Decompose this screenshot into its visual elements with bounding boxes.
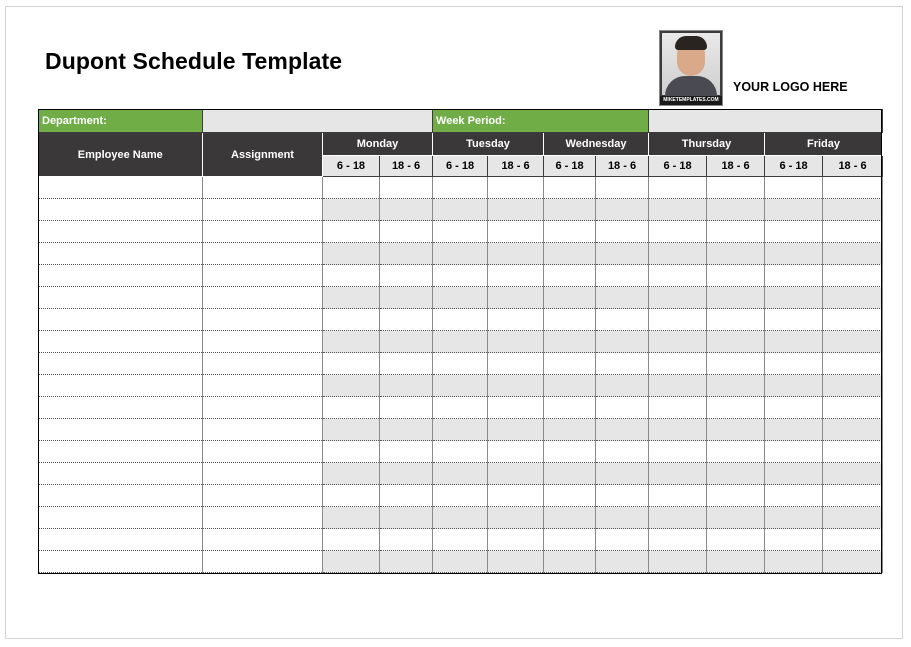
shift-cell[interactable] <box>544 441 596 463</box>
shift-cell[interactable] <box>544 375 596 397</box>
employee-name-cell[interactable] <box>39 551 203 573</box>
shift-cell[interactable] <box>433 463 488 485</box>
shift-cell[interactable] <box>823 507 883 529</box>
shift-cell[interactable] <box>433 265 488 287</box>
shift-cell[interactable] <box>765 419 823 441</box>
shift-cell[interactable] <box>765 243 823 265</box>
day-header-thursday: Thursday <box>649 133 765 156</box>
shift-cell[interactable] <box>323 507 380 529</box>
shift-cell[interactable] <box>707 265 765 287</box>
shift-cell[interactable] <box>433 287 488 309</box>
table-row <box>39 331 883 353</box>
shift-cell[interactable] <box>765 397 823 419</box>
shift-cell[interactable] <box>433 529 488 551</box>
table-row <box>39 353 883 375</box>
shift-cell[interactable] <box>649 463 707 485</box>
shift-cell[interactable] <box>649 551 707 573</box>
table-row <box>39 441 883 463</box>
shift-cell[interactable] <box>380 221 433 243</box>
assignment-cell[interactable] <box>203 243 323 265</box>
assignment-cell[interactable] <box>203 441 323 463</box>
employee-name-cell[interactable] <box>39 529 203 551</box>
shift-cell[interactable] <box>823 199 883 221</box>
shift-cell[interactable] <box>765 529 823 551</box>
shift-cell[interactable] <box>765 221 823 243</box>
shift-cell[interactable] <box>488 199 544 221</box>
table-row <box>39 551 883 573</box>
shift-cell[interactable] <box>433 221 488 243</box>
shift-cell[interactable] <box>596 463 649 485</box>
shift-cell[interactable] <box>433 551 488 573</box>
shift-cell[interactable] <box>596 309 649 331</box>
schedule-grid <box>38 109 883 573</box>
employee-name-cell[interactable] <box>39 441 203 463</box>
shift-cell[interactable] <box>380 353 433 375</box>
shift-cell[interactable] <box>649 331 707 353</box>
shift-cell[interactable] <box>765 485 823 507</box>
table-row <box>39 221 883 243</box>
shift-cell[interactable] <box>707 375 765 397</box>
shift-cell[interactable] <box>765 177 823 199</box>
table-row <box>39 375 883 397</box>
shift-cell[interactable] <box>433 507 488 529</box>
shift-cell[interactable] <box>707 551 765 573</box>
shift-cell[interactable] <box>823 353 883 375</box>
table-row <box>39 485 883 507</box>
shift-cell[interactable] <box>544 463 596 485</box>
shift-cell[interactable] <box>707 419 765 441</box>
assignment-cell[interactable] <box>203 353 323 375</box>
shift-cell[interactable] <box>649 199 707 221</box>
shift-cell[interactable] <box>823 441 883 463</box>
table-row <box>39 309 883 331</box>
shift-cell[interactable] <box>380 419 433 441</box>
employee-name-cell[interactable] <box>39 375 203 397</box>
shift-cell[interactable] <box>544 309 596 331</box>
shift-cell[interactable] <box>649 485 707 507</box>
shift-cell[interactable] <box>488 309 544 331</box>
assignment-cell[interactable] <box>203 419 323 441</box>
shift-cell[interactable] <box>765 353 823 375</box>
shift-cell[interactable] <box>323 375 380 397</box>
shift-cell[interactable] <box>323 529 380 551</box>
table-row <box>39 397 883 419</box>
shift-cell[interactable] <box>765 551 823 573</box>
shift-cell[interactable] <box>380 331 433 353</box>
shift-header: 18 - 6 <box>380 156 433 177</box>
shift-cell[interactable] <box>707 287 765 309</box>
shift-cell[interactable] <box>765 463 823 485</box>
shift-cell[interactable] <box>380 199 433 221</box>
shift-cell[interactable] <box>707 485 765 507</box>
shift-cell[interactable] <box>488 507 544 529</box>
shift-cell[interactable] <box>596 441 649 463</box>
assignment-cell[interactable] <box>203 265 323 287</box>
shift-cell[interactable] <box>544 221 596 243</box>
day-header-tuesday: Tuesday <box>433 133 544 156</box>
shift-cell[interactable] <box>596 221 649 243</box>
employee-name-cell[interactable] <box>39 397 203 419</box>
shift-cell[interactable] <box>823 243 883 265</box>
shift-cell[interactable] <box>649 529 707 551</box>
shift-cell[interactable] <box>433 441 488 463</box>
shift-cell[interactable] <box>823 265 883 287</box>
day-header-monday: Monday <box>323 133 433 156</box>
assignment-cell[interactable] <box>203 177 323 199</box>
shift-cell[interactable] <box>823 177 883 199</box>
shift-cell[interactable] <box>488 397 544 419</box>
employee-name-cell[interactable] <box>39 287 203 309</box>
shift-cell[interactable] <box>823 397 883 419</box>
employee-name-cell[interactable] <box>39 309 203 331</box>
table-row <box>39 507 883 529</box>
shift-cell[interactable] <box>433 309 488 331</box>
shift-cell[interactable] <box>323 463 380 485</box>
shift-cell[interactable] <box>488 353 544 375</box>
shift-cell[interactable] <box>323 243 380 265</box>
shift-cell[interactable] <box>823 551 883 573</box>
employee-name-cell[interactable] <box>39 353 203 375</box>
logo-image <box>659 30 723 106</box>
shift-cell[interactable] <box>823 485 883 507</box>
shift-cell[interactable] <box>765 375 823 397</box>
page-title: Dupont Schedule Template <box>45 48 343 74</box>
assignment-cell[interactable] <box>203 397 323 419</box>
shift-cell[interactable] <box>596 529 649 551</box>
info-row <box>39 110 883 133</box>
shift-cell[interactable] <box>323 177 380 199</box>
assignment-cell[interactable] <box>203 551 323 573</box>
shift-cell[interactable] <box>488 551 544 573</box>
shift-cell[interactable] <box>544 507 596 529</box>
shift-cell[interactable] <box>323 419 380 441</box>
shift-cell[interactable] <box>544 199 596 221</box>
shift-cell[interactable] <box>488 463 544 485</box>
shift-cell[interactable] <box>544 243 596 265</box>
shift-cell[interactable] <box>433 419 488 441</box>
assignment-cell[interactable] <box>203 309 323 331</box>
shift-cell[interactable] <box>823 309 883 331</box>
shift-cell[interactable] <box>323 353 380 375</box>
employee-name-cell[interactable] <box>39 331 203 353</box>
shift-cell[interactable] <box>488 441 544 463</box>
shift-cell[interactable] <box>765 441 823 463</box>
shift-cell[interactable] <box>649 243 707 265</box>
shift-header: 18 - 6 <box>596 156 649 177</box>
table-row <box>39 529 883 551</box>
shift-cell[interactable] <box>707 331 765 353</box>
table-row <box>39 419 883 441</box>
shift-cell[interactable] <box>380 287 433 309</box>
assignment-cell[interactable] <box>203 199 323 221</box>
employee-name-cell[interactable] <box>39 221 203 243</box>
shift-cell[interactable] <box>380 485 433 507</box>
shift-cell[interactable] <box>380 177 433 199</box>
shift-cell[interactable] <box>380 397 433 419</box>
shift-cell[interactable] <box>544 177 596 199</box>
shift-cell[interactable] <box>707 397 765 419</box>
shift-cell[interactable] <box>596 485 649 507</box>
shift-cell[interactable] <box>823 419 883 441</box>
shift-cell[interactable] <box>488 243 544 265</box>
shift-cell[interactable] <box>765 309 823 331</box>
shift-cell[interactable] <box>823 287 883 309</box>
employee-name-cell[interactable] <box>39 419 203 441</box>
shift-cell[interactable] <box>380 507 433 529</box>
shift-cell[interactable] <box>488 485 544 507</box>
day-header-wednesday: Wednesday <box>544 133 649 156</box>
table-row <box>39 199 883 221</box>
shift-cell[interactable] <box>544 419 596 441</box>
shift-cell[interactable] <box>765 331 823 353</box>
shift-cell[interactable] <box>380 375 433 397</box>
employee-name-cell[interactable] <box>39 507 203 529</box>
shift-cell[interactable] <box>433 177 488 199</box>
shift-cell[interactable] <box>323 485 380 507</box>
shift-cell[interactable] <box>380 529 433 551</box>
shift-cell[interactable] <box>823 331 883 353</box>
logo-placeholder-text: YOUR LOGO HERE <box>733 80 848 94</box>
logo-caption: MIKETEMPLATES.COM <box>660 96 722 105</box>
shift-cell[interactable] <box>707 221 765 243</box>
employee-name-cell[interactable] <box>39 463 203 485</box>
shift-cell[interactable] <box>823 375 883 397</box>
week-period-label: Week Period: <box>433 110 649 133</box>
shift-cell[interactable] <box>544 287 596 309</box>
shift-cell[interactable] <box>649 353 707 375</box>
assignment-cell[interactable] <box>203 485 323 507</box>
shift-cell[interactable] <box>380 309 433 331</box>
assignment-cell[interactable] <box>203 221 323 243</box>
table-row <box>39 177 883 199</box>
shift-cell[interactable] <box>765 507 823 529</box>
shift-cell[interactable] <box>649 419 707 441</box>
shift-header: 6 - 18 <box>544 156 596 177</box>
shift-cell[interactable] <box>488 419 544 441</box>
shift-header: 18 - 6 <box>823 156 883 177</box>
shift-cell[interactable] <box>596 177 649 199</box>
shift-header: 6 - 18 <box>433 156 488 177</box>
shift-cell[interactable] <box>707 243 765 265</box>
shift-cell[interactable] <box>649 177 707 199</box>
shift-cell[interactable] <box>323 265 380 287</box>
assignment-cell[interactable] <box>203 507 323 529</box>
department-label: Department: <box>39 110 203 133</box>
shift-cell[interactable] <box>380 441 433 463</box>
shift-cell[interactable] <box>544 331 596 353</box>
shift-cell[interactable] <box>323 441 380 463</box>
employee-name-cell[interactable] <box>39 265 203 287</box>
shift-cell[interactable] <box>649 309 707 331</box>
shift-cell[interactable] <box>707 309 765 331</box>
shift-cell[interactable] <box>323 397 380 419</box>
shift-cell[interactable] <box>649 507 707 529</box>
shift-cell[interactable] <box>596 265 649 287</box>
employee-name-cell[interactable] <box>39 485 203 507</box>
shift-cell[interactable] <box>596 397 649 419</box>
shift-cell[interactable] <box>707 353 765 375</box>
table-row <box>39 287 883 309</box>
shift-cell[interactable] <box>380 243 433 265</box>
shift-header: 6 - 18 <box>649 156 707 177</box>
week-period-field[interactable] <box>649 110 883 133</box>
shift-cell[interactable] <box>433 243 488 265</box>
shift-cell[interactable] <box>323 551 380 573</box>
shift-cell[interactable] <box>823 529 883 551</box>
shift-cell[interactable] <box>707 177 765 199</box>
shift-cell[interactable] <box>433 397 488 419</box>
assignment-cell[interactable] <box>203 463 323 485</box>
shift-cell[interactable] <box>488 287 544 309</box>
shift-cell[interactable] <box>544 551 596 573</box>
shift-cell[interactable] <box>488 331 544 353</box>
table-row <box>39 463 883 485</box>
shift-cell[interactable] <box>649 441 707 463</box>
assignment-cell[interactable] <box>203 287 323 309</box>
shift-cell[interactable] <box>433 353 488 375</box>
shift-cell[interactable] <box>323 331 380 353</box>
shift-cell[interactable] <box>323 309 380 331</box>
shift-cell[interactable] <box>596 419 649 441</box>
shift-cell[interactable] <box>380 265 433 287</box>
shift-cell[interactable] <box>433 331 488 353</box>
shift-cell[interactable] <box>707 529 765 551</box>
shift-cell[interactable] <box>488 221 544 243</box>
shift-header: 6 - 18 <box>765 156 823 177</box>
employee-name-header: Employee Name <box>39 133 203 177</box>
shift-cell[interactable] <box>596 507 649 529</box>
shift-header: 18 - 6 <box>488 156 544 177</box>
shift-header: 18 - 6 <box>707 156 765 177</box>
shift-cell[interactable] <box>596 353 649 375</box>
shift-cell[interactable] <box>596 243 649 265</box>
shift-cell[interactable] <box>323 287 380 309</box>
shift-cell[interactable] <box>765 265 823 287</box>
shift-header: 6 - 18 <box>323 156 380 177</box>
shift-cell[interactable] <box>433 375 488 397</box>
employee-name-cell[interactable] <box>39 177 203 199</box>
shift-cell[interactable] <box>488 177 544 199</box>
shift-cell[interactable] <box>433 199 488 221</box>
shift-cell[interactable] <box>433 485 488 507</box>
shift-cell[interactable] <box>544 353 596 375</box>
shift-cell[interactable] <box>596 375 649 397</box>
shift-cell[interactable] <box>380 463 433 485</box>
shift-cell[interactable] <box>596 551 649 573</box>
shift-cell[interactable] <box>707 463 765 485</box>
employee-name-cell[interactable] <box>39 243 203 265</box>
shift-cell[interactable] <box>707 507 765 529</box>
shift-cell[interactable] <box>596 199 649 221</box>
shift-cell[interactable] <box>707 441 765 463</box>
shift-cell[interactable] <box>488 529 544 551</box>
shift-cell[interactable] <box>649 287 707 309</box>
shift-cell[interactable] <box>544 485 596 507</box>
shift-cell[interactable] <box>649 221 707 243</box>
shift-cell[interactable] <box>544 265 596 287</box>
shift-cell[interactable] <box>380 551 433 573</box>
shift-cell[interactable] <box>596 287 649 309</box>
assignment-header: Assignment <box>203 133 323 177</box>
shift-cell[interactable] <box>544 529 596 551</box>
shift-cell[interactable] <box>765 287 823 309</box>
table-row <box>39 265 883 287</box>
shift-cell[interactable] <box>649 397 707 419</box>
shift-cell[interactable] <box>323 221 380 243</box>
shift-cell[interactable] <box>765 199 823 221</box>
shift-cell[interactable] <box>488 375 544 397</box>
shift-cell[interactable] <box>707 199 765 221</box>
assignment-cell[interactable] <box>203 529 323 551</box>
shift-cell[interactable] <box>488 265 544 287</box>
assignment-cell[interactable] <box>203 375 323 397</box>
day-header-row <box>39 133 883 156</box>
day-header-friday: Friday <box>765 133 883 156</box>
shift-cell[interactable] <box>823 463 883 485</box>
department-field[interactable] <box>203 110 433 133</box>
assignment-cell[interactable] <box>203 331 323 353</box>
shift-cell[interactable] <box>596 331 649 353</box>
shift-cell[interactable] <box>649 265 707 287</box>
shift-cell[interactable] <box>323 199 380 221</box>
shift-cell[interactable] <box>544 397 596 419</box>
table-row <box>39 243 883 265</box>
employee-name-cell[interactable] <box>39 199 203 221</box>
shift-cell[interactable] <box>823 221 883 243</box>
shift-cell[interactable] <box>649 375 707 397</box>
